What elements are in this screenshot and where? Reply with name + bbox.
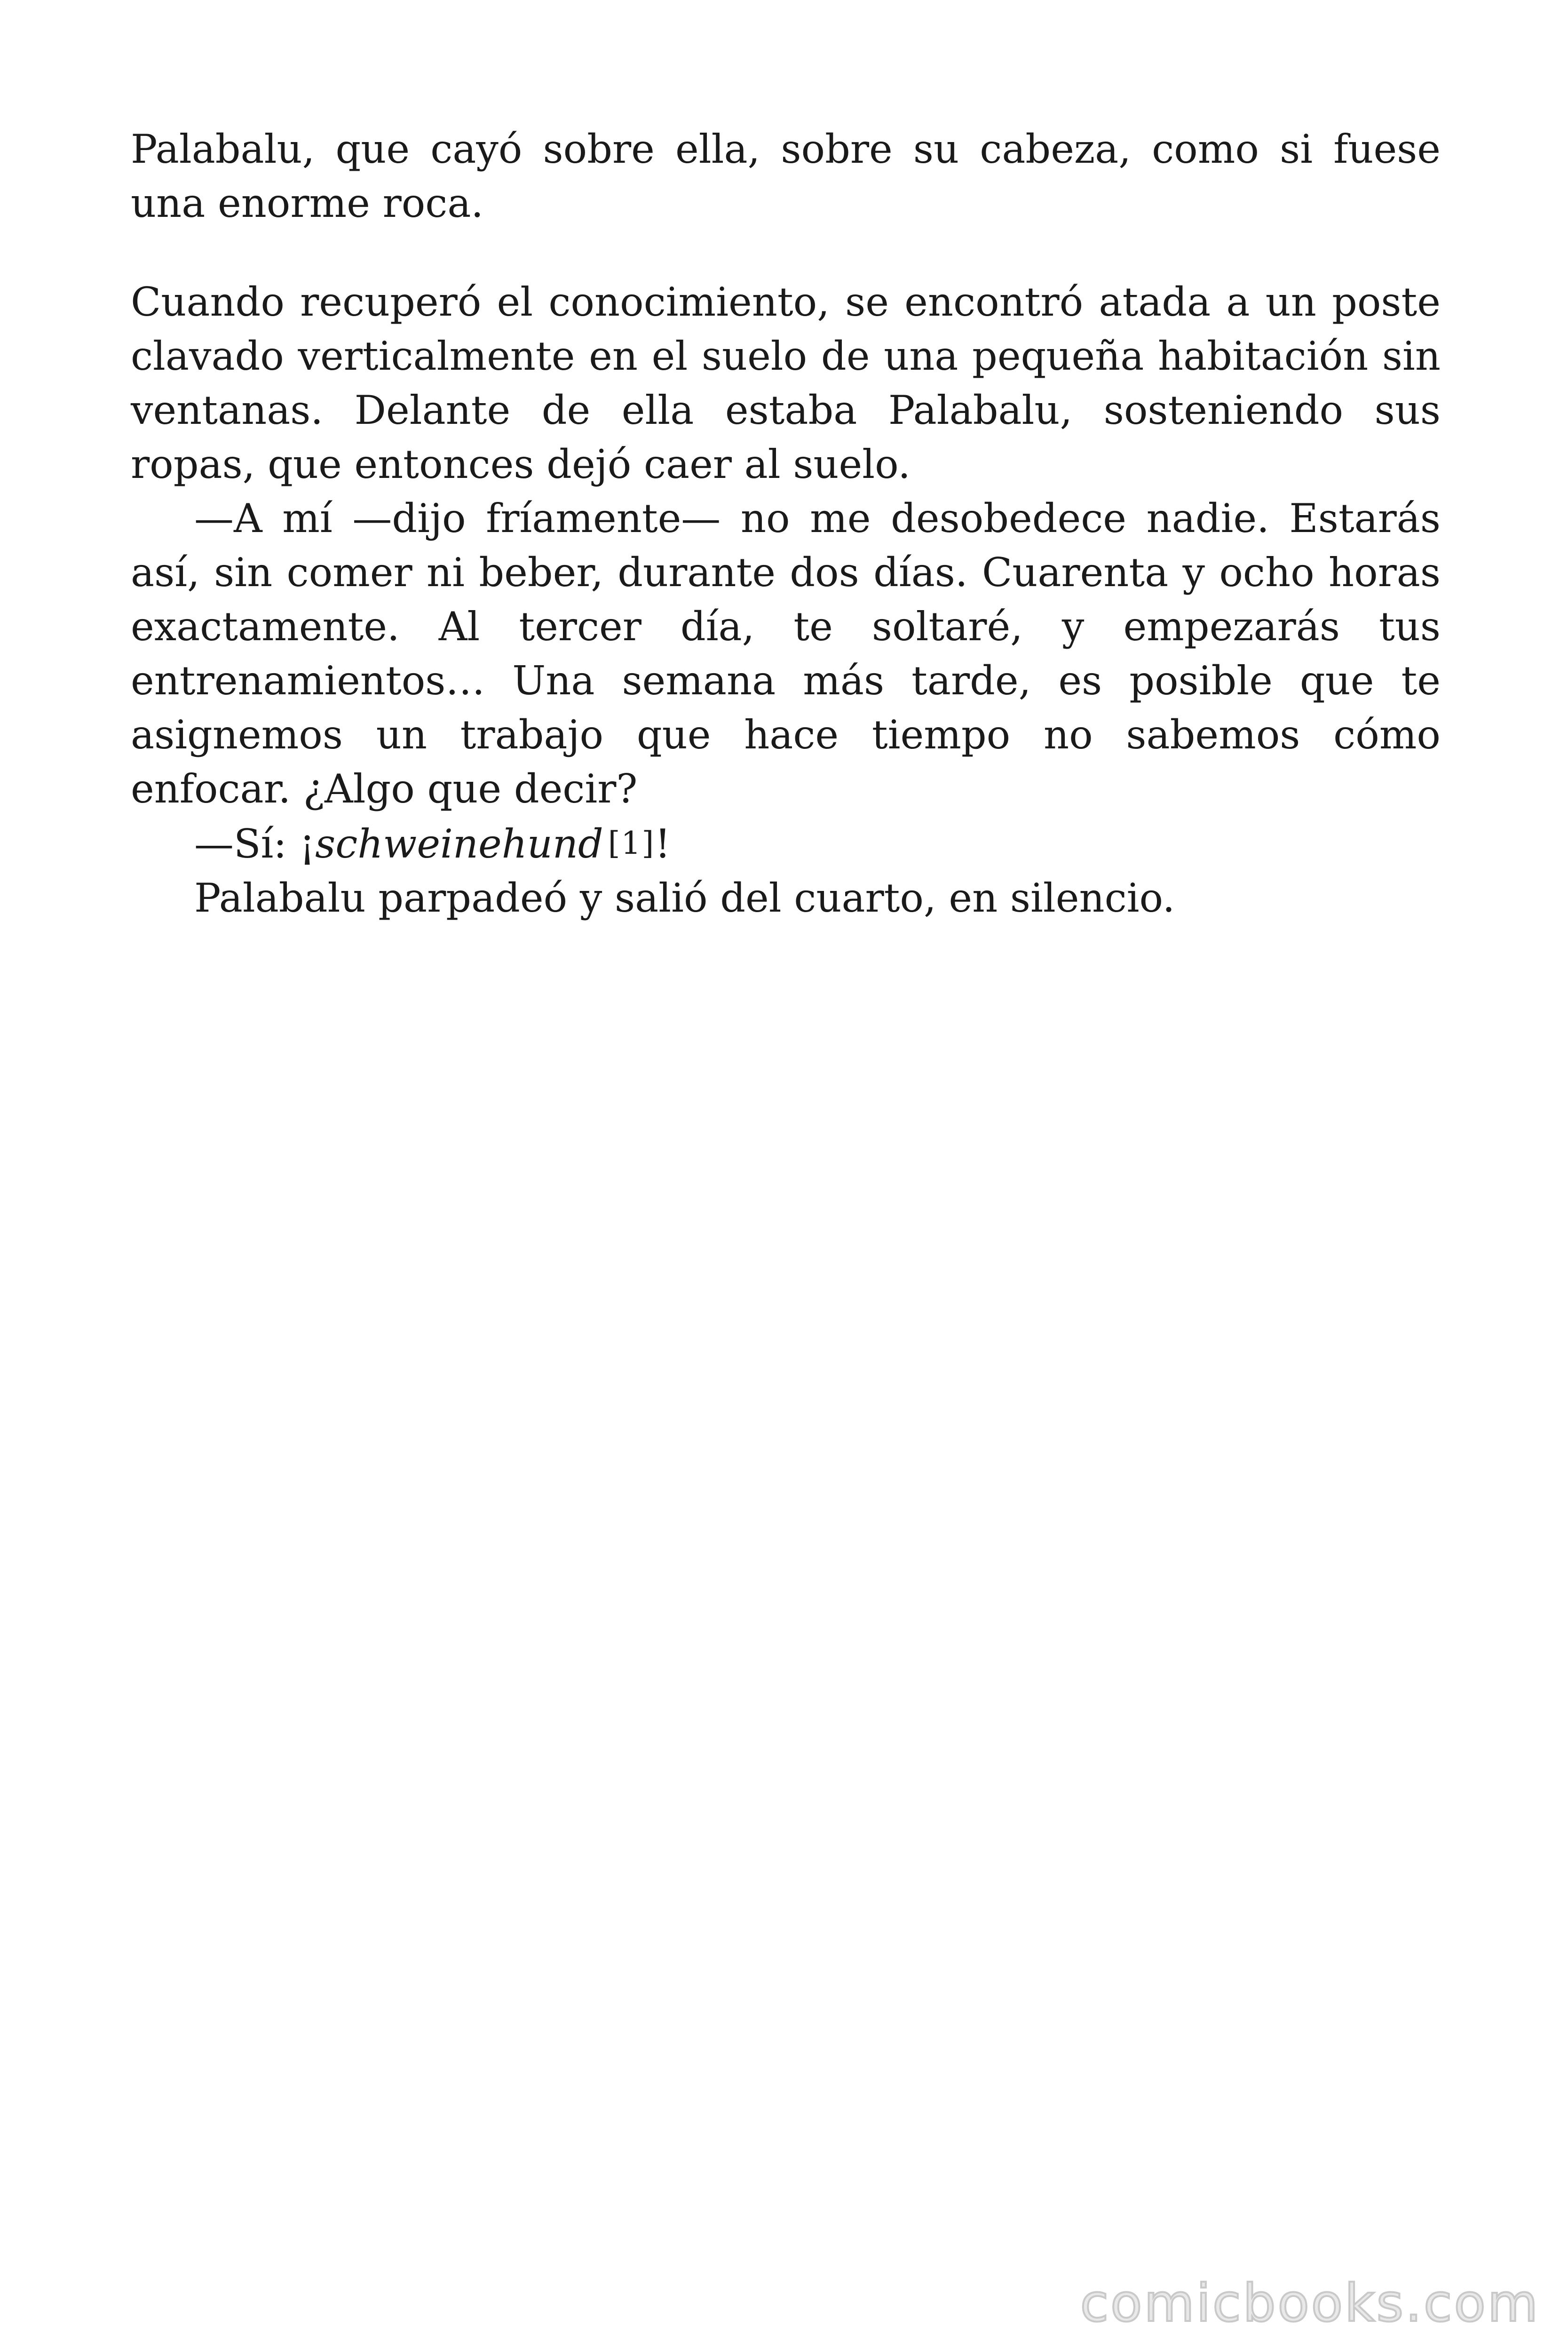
paragraph-4: Palabalu parpadeó y salió del cuarto, en silencio.: [194, 874, 1175, 921]
paragraph-gap: [131, 230, 1441, 275]
reply-italic-word: schweinehund: [315, 820, 603, 867]
paragraph-2: Cuando recuperó el conocimiento, se encontró atada a un poste clavado verticalmente en el suelo de una pequeña habitación sin ventanas. Delante de ella estaba Palabalu, sosteniendo sus ropas, que entonces dejó caer al suelo.: [131, 279, 1441, 487]
footnote-link[interactable]: [1]: [608, 825, 655, 861]
reply-suffix: !: [655, 820, 671, 867]
reply-line: [131, 816, 1441, 871]
watermark: comicbooks.com: [1080, 2273, 1540, 2333]
paragraph-1: Palabalu, que cayó sobre ella, sobre su cabeza, como si fuese una enorme roca.: [131, 126, 1441, 226]
document-page: [131, 122, 1441, 925]
reply-prefix: —Sí: ¡: [194, 820, 316, 867]
paragraph-3: —A mí —dijo fríamente— no me desobedece nadie. Estarás así, sin comer ni beber, durante dos días. Cuarenta y ocho horas exactamente. Al tercer día, te soltaré, y empezarás tus entrenamientos… Una semana más tarde, es posible que te asignemos un trabajo que hace tiempo no sabemos cómo enfocar. ¿Algo que decir?: [131, 495, 1441, 812]
